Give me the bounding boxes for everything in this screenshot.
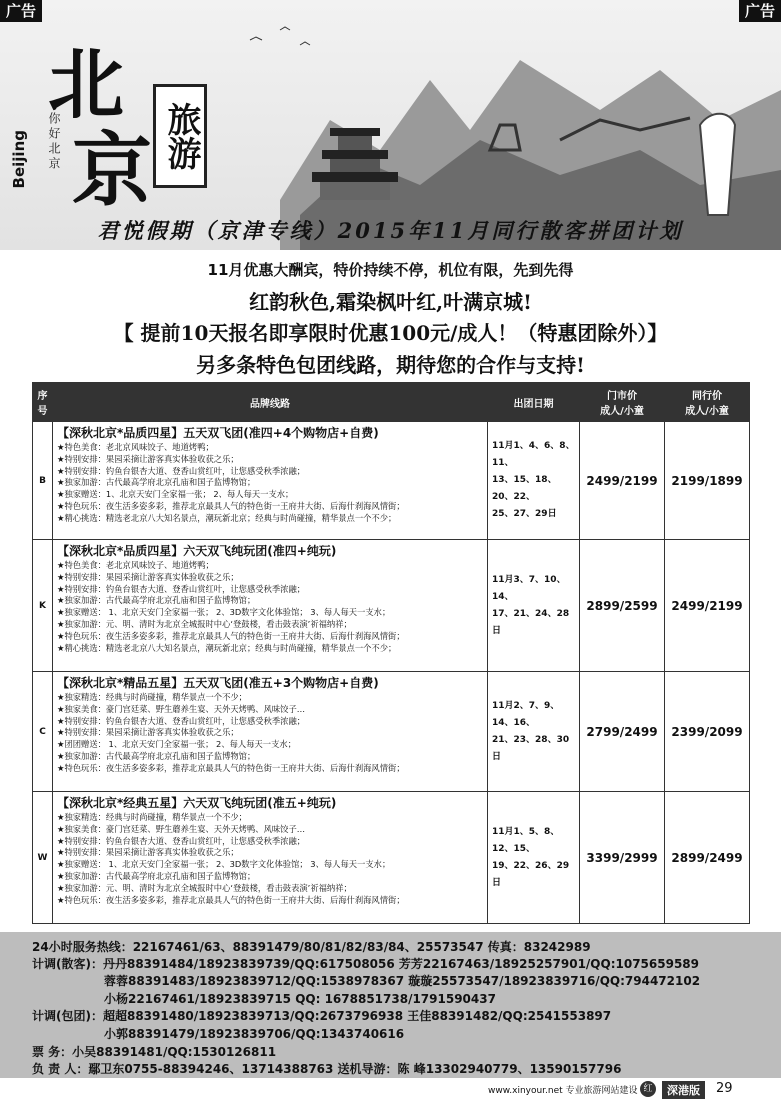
route-feature: ★独家加游：元、明、清时为北京全城报时中心‘登鼓楼，看击鼓表演’祈福纳祥；: [57, 618, 352, 629]
route-cell: [53, 672, 488, 792]
route-feature: ★独家精选：经典与时尚碰撞，精华景点一个不少；: [57, 692, 247, 702]
contact-footer: [0, 932, 781, 1078]
route-feature: ★特色美食：老北京风味饺子、地道烤鸭；: [57, 442, 214, 452]
date-line: 21、23、28、30日: [492, 734, 570, 762]
trade-price: 2199/1899: [665, 422, 750, 540]
website-text: www.xinyour.net 专业旅游网站建设: [488, 1086, 638, 1096]
dates-cell: [488, 672, 580, 792]
route-table: [32, 382, 750, 924]
route-title: 【深秋北京*品质四星】五天双飞团(准四+4个购物店+自费): [57, 426, 379, 440]
banner: [0, 0, 781, 250]
promo-line-1: 11月优惠大酬宾，特价持续不停，机位有限，先到先得: [207, 261, 574, 279]
header-route: 品牌线路: [53, 383, 488, 422]
retail-price: 2499/2199: [580, 422, 665, 540]
page-bottom-bar: [0, 1078, 781, 1100]
promo-line-2: 红韵秋色,霜染枫叶红,叶满京城!: [249, 290, 532, 314]
contact-line: 计调(散客)：丹丹88391484/18923839739/QQ:617508056 芳芳22167463/18925257901/QQ:1075659589: [32, 957, 700, 971]
route-feature: ★独家赠送：1、北京天安门全家福一张； 2、每人每天一支水；: [57, 489, 294, 500]
route-feature: ★团团赠送： 1、北京天安门全家福一张； 2、每人每天一支水；: [57, 739, 296, 750]
route-feature: ★特别安排：果园采摘让游客真实体验收获之乐；: [57, 847, 239, 858]
route-feature: ★特色玩乐：夜生活多姿多彩，推荐北京最具人气的特色街一王府井大街、后海什刹海风情街；: [57, 630, 405, 641]
route-feature: ★独家美食：豪门宫廷菜、野生蘑养生宴、天外天烤鸭、风味饺子…: [57, 823, 306, 834]
date-line: 13、15、18、20、22、: [492, 475, 557, 502]
manager-line: 负 责 人：鄢卫东0755-88394246、13714388763 送机导游：陈 峰13302940779、13590157796: [32, 1062, 622, 1076]
row-code: C: [33, 672, 53, 792]
route-feature: ★特色玩乐：夜生活多姿多彩，推荐北京最具人气的特色街一王府井大街、后海什刹海风情街；: [57, 894, 405, 905]
hello-beijing-text: 你好北京: [47, 112, 61, 172]
route-feature: ★特别安排：钓鱼台银杏大道、登香山赏红叶，让您感受秋季浓融；: [57, 465, 306, 476]
route-feature: ★独家加游：古代最高学府北京孔庙和国子监博物馆；: [57, 750, 256, 761]
header-retail-sub: 成人/小童: [600, 406, 644, 417]
edition-label: 深港版: [662, 1081, 705, 1099]
retail-price: 2899/2599: [580, 540, 665, 672]
travel-seal: 旅游: [153, 84, 207, 188]
retail-price: 2799/2499: [580, 672, 665, 792]
retail-price: 3399/2999: [580, 792, 665, 924]
table-row: [33, 792, 750, 924]
route-feature: ★独家加游：古代最高学府北京孔庙和国子监博物馆；: [57, 477, 256, 488]
table-header-row: [33, 383, 750, 422]
route-feature: ★独家加游：古代最高学府北京孔庙和国子监博物馆；: [57, 870, 256, 881]
date-line: 11月1、4、6、8、11、: [492, 441, 575, 468]
contact-line: 蓉蓉88391483/18923839712/QQ:1538978367 璇璇25573547/18923839716/QQ:794472102: [104, 974, 701, 988]
service-hotline: 24小时服务热线：22167461/63、88391479/80/81/82/83/84、25573547 传真：83242989: [32, 940, 591, 954]
route-feature: ★独家赠送： 1、北京天安门全家福一张； 2、3D数字文化体验馆； 3、每人每天一支水；: [57, 859, 391, 870]
trade-price: 2899/2499: [665, 792, 750, 924]
row-code: W: [33, 792, 53, 924]
promo-line-3: 【 提前10天报名即享限时优惠100元/成人！（特惠团除外）】: [113, 321, 668, 345]
page-number: 29: [716, 1081, 733, 1096]
date-line: 17、21、24、28日: [492, 608, 570, 636]
header-trade-label: 同行价: [692, 391, 722, 402]
header-trade: [665, 383, 750, 422]
contact-line: 小郭88391479/18923839706/QQ:1343740616: [104, 1027, 405, 1041]
date-line: 11月2、7、9、14、16、: [492, 700, 560, 728]
date-line: 11月3、7、10、14、: [492, 574, 566, 602]
route-feature: ★特别安排：果园采摘让游客真实体验收获之乐；: [57, 727, 239, 738]
publisher-logo-icon: 红: [640, 1081, 656, 1097]
route-feature: ★精心挑选：精选老北京八大知名景点，潮玩新北京；经典与时尚碰撞，精华景点一个不少；: [57, 642, 397, 653]
table-row: [33, 540, 750, 672]
route-cell: [53, 422, 488, 540]
header-dates: 出团日期: [488, 383, 580, 422]
calligraphy-char-jing: 京: [72, 123, 152, 217]
route-feature: ★特别安排：果园采摘让游客真实体验收获之乐；: [57, 571, 239, 582]
route-feature: ★独家加游：元、明、清时为北京全城报时中心‘登鼓楼，看击鼓表演’祈福纳祥；: [57, 882, 352, 893]
route-title: 【深秋北京*经典五星】六天双飞纯玩团(准五+纯玩): [57, 796, 337, 810]
date-line: 19、22、26、29日: [492, 860, 570, 888]
route-feature: ★特别安排：果园采摘让游客真实体验收获之乐；: [57, 453, 239, 464]
contact-line: 计调(包团)：超超88391480/18923839713/QQ:2673796938 王佳88391482/QQ:2541553897: [32, 1009, 612, 1023]
header-retail: [580, 383, 665, 422]
contact-line: 小杨22167461/18923839715 QQ: 1678851738/1791590437: [104, 992, 496, 1006]
route-feature: ★特别安排：钓鱼台银杏大道、登香山赏红叶，让您感受秋季浓融；: [57, 583, 306, 594]
table-row: [33, 672, 750, 792]
calligraphy-char-bei: 北: [48, 40, 124, 129]
table-row: [33, 422, 750, 540]
beijing-english-label: Beijing: [10, 130, 28, 189]
row-code: K: [33, 540, 53, 672]
route-feature: ★独家精选：经典与时尚碰撞，精华景点一个不少；: [57, 812, 247, 822]
route-feature: ★特色玩乐：夜生活多姿多彩，推荐北京最具人气的特色街一王府井大街、后海什刹海风情街；: [57, 500, 405, 511]
route-feature: ★特别安排：钓鱼台银杏大道、登香山赏红叶，让您感受秋季浓融；: [57, 835, 306, 846]
route-feature: ★精心挑选：精选老北京八大知名景点，潮玩新北京；经典与时尚碰撞，精华景点一个不少；: [57, 512, 397, 523]
header-code: 序号: [33, 383, 53, 422]
dates-cell: [488, 422, 580, 540]
route-feature: ★特色玩乐：夜生活多姿多彩，推荐北京最具人气的特色街一王府井大街、后海什刹海风情街；: [57, 762, 405, 773]
dates-cell: [488, 792, 580, 924]
banner-title: 君悦假期（京津专线）2015年11月同行散客拼团计划: [97, 218, 684, 243]
date-line: 11月1、5、8、12、15、: [492, 826, 560, 854]
route-title: 【深秋北京*精品五星】五天双飞团(准五+3个购物店+自费): [57, 676, 379, 690]
trade-price: 2399/2099: [665, 672, 750, 792]
promo-line-4: 另多条特色包团线路，期待您的合作与支持!: [196, 353, 585, 377]
route-feature: ★独家加游：古代最高学府北京孔庙和国子监博物馆；: [57, 595, 256, 606]
ad-label-left: 广告: [0, 0, 42, 22]
trade-price: 2499/2199: [665, 540, 750, 672]
route-cell: [53, 540, 488, 672]
header-retail-label: 门市价: [607, 391, 637, 402]
row-code: B: [33, 422, 53, 540]
route-title: 【深秋北京*品质四星】六天双飞纯玩团(准四+纯玩): [57, 544, 337, 558]
route-feature: ★特别安排：钓鱼台银杏大道、登香山赏红叶，让您感受秋季浓融；: [57, 715, 306, 726]
dates-cell: [488, 540, 580, 672]
route-feature: ★独家赠送： 1、北京天安门全家福一张； 2、3D数字文化体验馆； 3、每人每天一支水；: [57, 607, 391, 618]
header-trade-sub: 成人/小童: [685, 406, 729, 417]
route-feature: ★独家美食：豪门宫廷菜、野生蘑养生宴、天外天烤鸭、风味饺子…: [57, 703, 306, 714]
route-feature: ★特色美食：老北京风味饺子、地道烤鸭；: [57, 560, 214, 570]
date-line: 25、27、29日: [492, 509, 557, 519]
route-cell: [53, 792, 488, 924]
ad-label-right: 广告: [739, 0, 781, 22]
ticketing-line: 票 务：小吴88391481/QQ:1530126811: [32, 1045, 277, 1059]
